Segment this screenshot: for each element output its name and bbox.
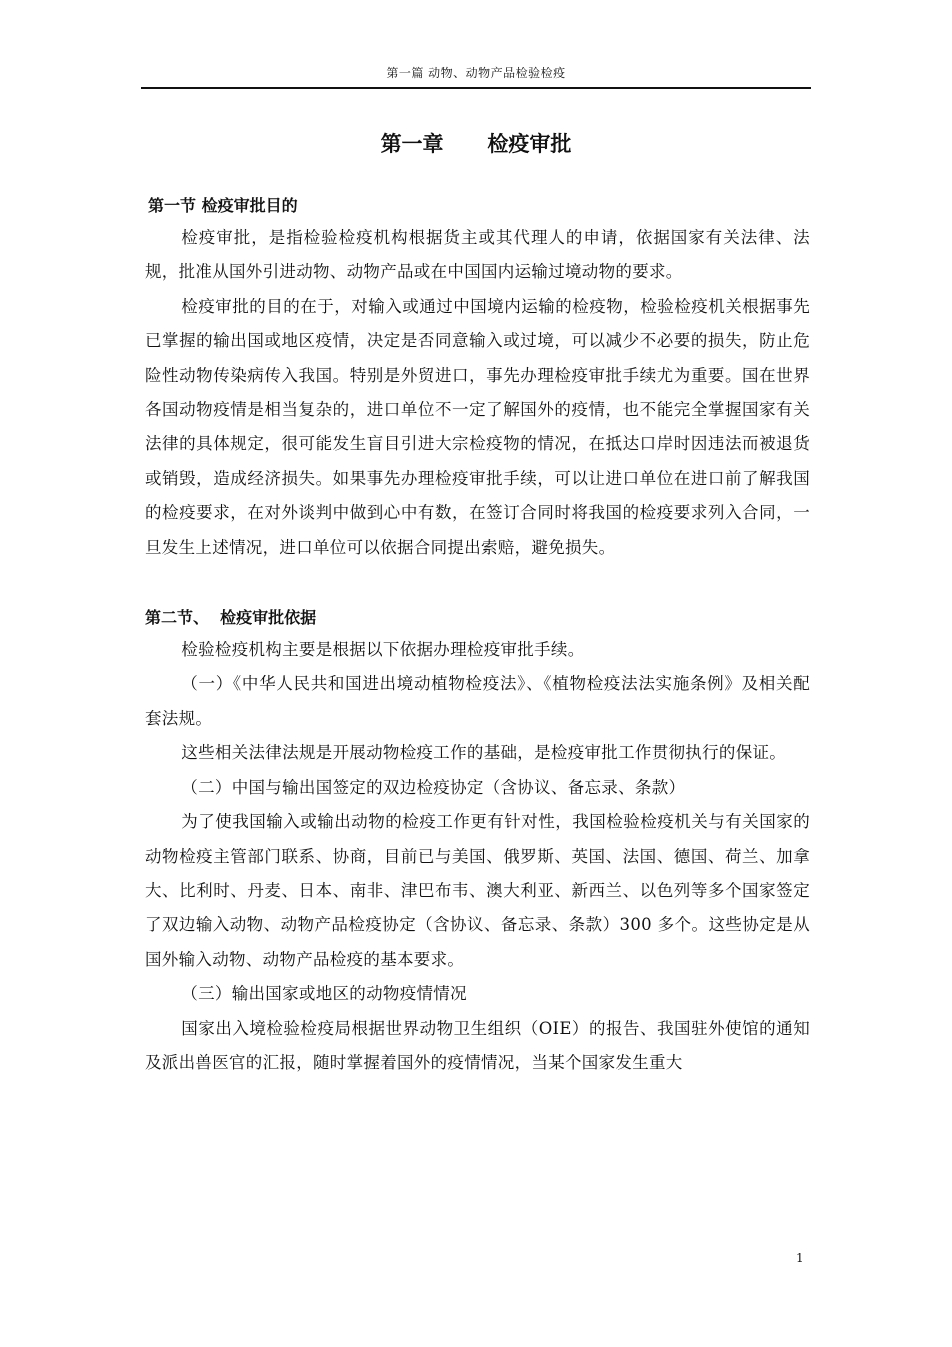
paragraph: 国家出入境检验检疫局根据世界动物卫生组织（OIE）的报告、我国驻外使馆的通知及派出兽医官的汇报，随时掌握着国外的疫情情况，当某个国家发生重大 [145, 1018, 810, 1072]
paragraph: 这些相关法律法规是开展动物检疫工作的基础，是检疫审批工作贯彻执行的保证。 [181, 743, 787, 763]
paragraph: （三）输出国家或地区的动物疫情情况 [181, 984, 467, 1004]
paragraph: 检疫审批的目的在于，对输入或通过中国境内运输的检疫物，检验检疫机关根据事先已掌握的输出国或地区疫情，决定是否同意输入或过境，可以减少不必要的损失，防止危险性动物传染病传入我国。特别是外贸进口，事先办理检疫审批手续尤为重要。国在世界各国动物疫情是相当复杂的，进口单位不一定了解国外的疫情，也不能完全掌握国家有关法律的具体规定，很可能发生盲目引进大宗检疫物的情况，在抵达口岸时因违法而被退货或销毁，造成经济损失。如果事先办理检疫审批手续，可以让进口单位在进口前了解我国的检疫要求，在对外谈判中做到心中有数，在签订合同时将我国的检疫要求列入合同，一旦发生上述情况，进口单位可以依据合同提出索赔，避免损失。 [145, 296, 810, 557]
paragraph: 检疫审批，是指检验检疫机构根据货主或其代理人的申请，依据国家有关法律、法规，批准从国外引进动物、动物产品或在中国国内运输过境动物的要求。 [145, 228, 810, 282]
section-heading: 第二节、 检疫审批依据 [145, 608, 317, 628]
paragraph: 检验检疫机构主要是根据以下依据办理检疫审批手续。 [181, 640, 585, 660]
document-body [145, 191, 810, 1080]
header-rule [141, 87, 811, 89]
paragraph: （二）中国与输出国签定的双边检疫协定（含协议、备忘录、条款） [181, 777, 686, 797]
running-header: 第一篇 动物、动物产品检验检疫 [386, 66, 566, 80]
section-purpose [145, 191, 810, 565]
paragraph: 为了使我国输入或输出动物的检疫工作更有针对性，我国检验检疫机关与有关国家的动物检疫主管部门联系、协商，目前已与美国、俄罗斯、英国、法国、德国、荷兰、加拿大、比利时、丹麦、日本、南非、津巴布韦、澳大利亚、新西兰、以色列等多个国家签定了双边输入动物、动物产品检疫协定（含协议、备忘录、条款）300 多个。这些协定是从国外输入动物、动物产品检疫的基本要求。 [145, 812, 810, 969]
page-number: 1 [796, 1251, 804, 1265]
section-basis [145, 603, 810, 1080]
chapter-title: 第一章 检疫审批 [380, 132, 572, 157]
section-heading: 第一节 检疫审批目的 [148, 196, 298, 215]
paragraph: （一）《中华人民共和国进出境动植物检疫法》、《植物检疫法法实施条例》及相关配套法规。 [145, 674, 810, 728]
